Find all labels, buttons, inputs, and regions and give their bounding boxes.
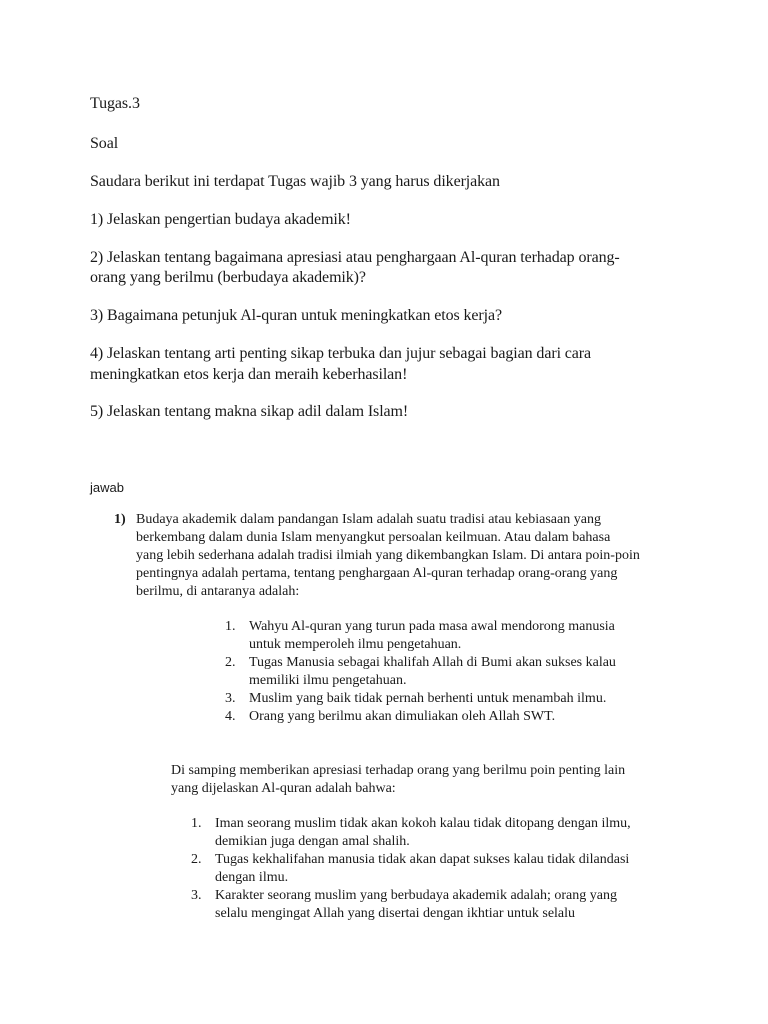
answer-number: 1)	[114, 512, 126, 527]
answer-paragraph-line-2: berkembang dalam dunia Islam menyangkut persoalan keilmuan. Atau dalam bahasa	[136, 530, 611, 545]
list-1-item-text: Tugas Manusia sebagai khalifah Allah di Bumi akan sukses kalau	[249, 655, 616, 670]
list-2-number: 2.	[191, 852, 202, 867]
document-title: Tugas.3	[90, 95, 140, 112]
list-1-number: 2.	[225, 655, 236, 670]
list-2-item-text: Iman seorang muslim tidak akan kokoh kalau tidak ditopang dengan ilmu,	[215, 816, 631, 831]
list-1-item-text: untuk memperoleh ilmu pengetahuan.	[249, 637, 462, 652]
list-1-item-text: Muslim yang baik tidak pernah berhenti untuk menambah ilmu.	[249, 691, 607, 706]
answer-paragraph-line-4: pentingnya adalah pertama, tentang penghargaan Al-quran terhadap orang-orang yang	[136, 566, 618, 581]
list-2-item-text: demikian juga dengan amal shalih.	[215, 834, 410, 849]
question-4-line-2: meningkatkan etos kerja dan meraih keberhasilan!	[90, 366, 408, 383]
question-2-line-1: 2) Jelaskan tentang bagaimana apresiasi atau penghargaan Al-quran terhadap orang-	[90, 249, 620, 266]
answer-label: jawab	[90, 480, 124, 495]
list-1-number: 3.	[225, 691, 236, 706]
paragraph-2-line-1: Di samping memberikan apresiasi terhadap orang yang berilmu poin penting lain	[171, 763, 626, 778]
answer-paragraph-line-5: berilmu, di antaranya adalah:	[136, 584, 300, 599]
list-2-item-text: Karakter seorang muslim yang berbudaya akademik adalah; orang yang	[215, 888, 617, 903]
question-4-line-1: 4) Jelaskan tentang arti penting sikap terbuka dan jujur sebagai bagian dari cara	[90, 345, 592, 362]
list-2-number: 3.	[191, 888, 202, 903]
answer-paragraph-line-1: Budaya akademik dalam pandangan Islam adalah suatu tradisi atau kebiasaan yang	[136, 512, 601, 527]
soal-label: Soal	[90, 135, 119, 152]
list-2-number: 1.	[191, 816, 202, 831]
question-2-line-2: orang yang berilmu (berbudaya akademik)?	[90, 269, 366, 286]
intro-text: Saudara berikut ini terdapat Tugas wajib 3 yang harus dikerjakan	[90, 173, 500, 190]
list-1-item-text: Wahyu Al-quran yang turun pada masa awal mendorong manusia	[249, 619, 615, 634]
list-2-item-text: selalu mengingat Allah yang disertai dengan ikhtiar untuk selalu	[215, 906, 576, 921]
list-2-item-text: Tugas kekhalifahan manusia tidak akan dapat sukses kalau tidak dilandasi	[215, 852, 630, 867]
list-1-item-text: memiliki ilmu pengetahuan.	[249, 673, 407, 688]
list-1-number: 4.	[225, 709, 236, 724]
paragraph-2-line-2: yang dijelaskan Al-quran adalah bahwa:	[171, 781, 396, 796]
question-3: 3) Bagaimana petunjuk Al-quran untuk meningkatkan etos kerja?	[90, 307, 503, 324]
question-5: 5) Jelaskan tentang makna sikap adil dalam Islam!	[90, 403, 409, 420]
question-1: 1) Jelaskan pengertian budaya akademik!	[90, 211, 351, 228]
answer-paragraph-line-3: yang lebih sederhana adalah tradisi ilmiah yang dikembangkan Islam. Di antara poin-poin	[136, 548, 640, 563]
list-1-number: 1.	[225, 619, 236, 634]
list-2-item-text: dengan ilmu.	[215, 870, 289, 885]
list-1-item-text: Orang yang berilmu akan dimuliakan oleh Allah SWT.	[249, 709, 556, 724]
